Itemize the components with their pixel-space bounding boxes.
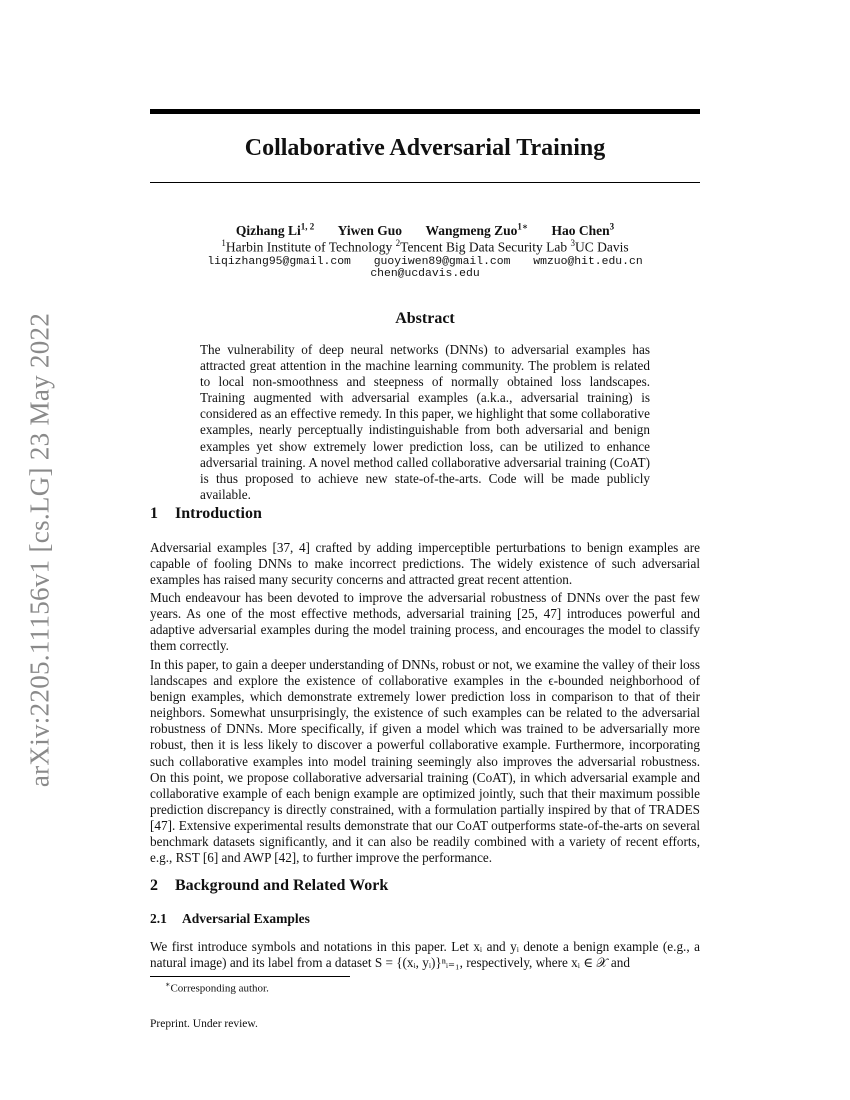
email-list — [150, 256, 700, 280]
subsection-2-1-heading — [150, 911, 700, 927]
affil-mark: 1 — [221, 238, 226, 248]
arxiv-identifier: arXiv:2205.11156v1 [cs.LG] 23 May 2022 — [24, 312, 55, 788]
affiliation-list — [150, 238, 700, 256]
author-name: Hao Chen — [551, 222, 610, 238]
affil-mark: 2 — [395, 238, 401, 248]
section-1-heading — [150, 505, 700, 523]
abstract-heading: Abstract — [395, 310, 455, 327]
author-2 — [338, 223, 402, 238]
intro-paragraph-3: In this paper, to gain a deeper understanding of DNNs, robust or not, we examine the valley of their loss landscapes and explore the existence of collaborative examples in the ϵ-bounded neighborhood of benign examples, which demonstrate extremely lower prediction loss in comparison to that of their neighbors. Somewhat unsurprisingly, the existence of such examples can be related to the adversarial robustness of DNNs. More specifically, if given a model which was trained to be adversarially more robust, then it is less likely to discover a powerful collaborative example. Furthermore, incorporating such collaborative examples into model training seemingly also improves the adversarial robustness. On this point, we propose collaborative adversarial training (CoAT), in which adversarial example and collaborative example of each benign example are optimized jointly, such that their maximum possible prediction discrepancy is directly constrained, with a formulation partially inspired by that of TRADES [47]. Extensive experimental results demonstrate that our CoAT outperforms state-of-the-arts on several benchmark datasets significantly, and it can also be readily combined with a variety of recent efforts, e.g., RST [6] and AWP [42], to further improve the performance. — [150, 657, 700, 866]
footnote-rule — [150, 976, 350, 977]
email-4: chen@ucdavis.edu — [370, 268, 480, 280]
email-1: liqizhang95@gmail.com — [207, 256, 351, 268]
affiliation-3: UC Davis — [575, 239, 629, 255]
email-3: wmzuo@hit.edu.cn — [533, 256, 643, 268]
footnote — [165, 980, 269, 995]
author-1 — [236, 223, 314, 238]
title-top-rule — [150, 109, 700, 114]
author-affil-mark: 1∗ — [517, 221, 529, 231]
author-name: Qizhang Li — [235, 222, 301, 238]
section-title: Background and Related Work — [175, 877, 389, 894]
section-2-paragraph: We first introduce symbols and notations in this paper. Let xᵢ and yᵢ denote a benign example (e.g., a natural image) and its label from a dataset S = {(xᵢ, yᵢ)}ⁿᵢ₌₁, respectively, where xᵢ ∈ 𝒳 and — [150, 939, 700, 971]
section-number: 1 — [150, 505, 158, 522]
title-bottom-rule — [150, 182, 700, 183]
author-list — [150, 221, 700, 239]
author-3 — [425, 223, 528, 238]
author-4 — [551, 223, 614, 238]
subsection-number: 2.1 — [150, 911, 167, 926]
abstract-text: The vulnerability of deep neural networks (DNNs) to adversarial examples has attracted great attention in the machine learning community. The problem is related to local non-smoothness and steepness of normally obtained loss landscapes. Training augmented with adversarial examples (a.k.a., adversarial training) is considered as an effective remedy. In this paper, we highlight that some collaborative examples, nearly perceptually indistinguishable from both adversarial and benign examples yet show extremely lower prediction loss, can be utilized to enhance adversarial training. A novel method called collaborative adversarial training (CoAT) is thus proposed to achieve new state-of-the-arts. Code will be made publicly available. — [200, 342, 650, 502]
affil-mark: 3 — [570, 238, 576, 248]
affiliation-2: Tencent Big Data Security Lab — [400, 239, 571, 255]
author-affil-mark: 3 — [609, 221, 615, 231]
paper-title: Collaborative Adversarial Training — [244, 135, 606, 161]
email-2: guoyiwen89@gmail.com — [373, 256, 511, 268]
intro-paragraph-1: Adversarial examples [37, 4] crafted by adding imperceptible perturbations to benign examples are capable of fooling DNNs to make incorrect predictions. The widely existence of such adversarial examples has raised many security concerns and attracted great recent attention. — [150, 540, 700, 588]
footnote-text: Corresponding author. — [170, 982, 269, 995]
arxiv-sidebar-stamp — [18, 270, 62, 830]
author-name: Yiwen Guo — [337, 222, 403, 238]
section-number: 2 — [150, 877, 158, 894]
author-affil-mark: 1, 2 — [300, 221, 315, 231]
affiliation-1: Harbin Institute of Technology — [225, 239, 396, 255]
footnote-mark: ∗ — [165, 980, 171, 989]
intro-paragraph-2: Much endeavour has been devoted to improve the adversarial robustness of DNNs over the past few years. As one of the most effective methods, adversarial training [25, 47] introduces powerful and adaptive adversarial examples during the model training process, and encourages the model to classify them correctly. — [150, 590, 700, 654]
section-title: Introduction — [175, 505, 262, 522]
author-name: Wangmeng Zuo — [425, 222, 518, 238]
section-2-heading — [150, 877, 700, 895]
preprint-note: Preprint. Under review. — [150, 1018, 258, 1030]
subsection-title: Adversarial Examples — [182, 911, 310, 926]
